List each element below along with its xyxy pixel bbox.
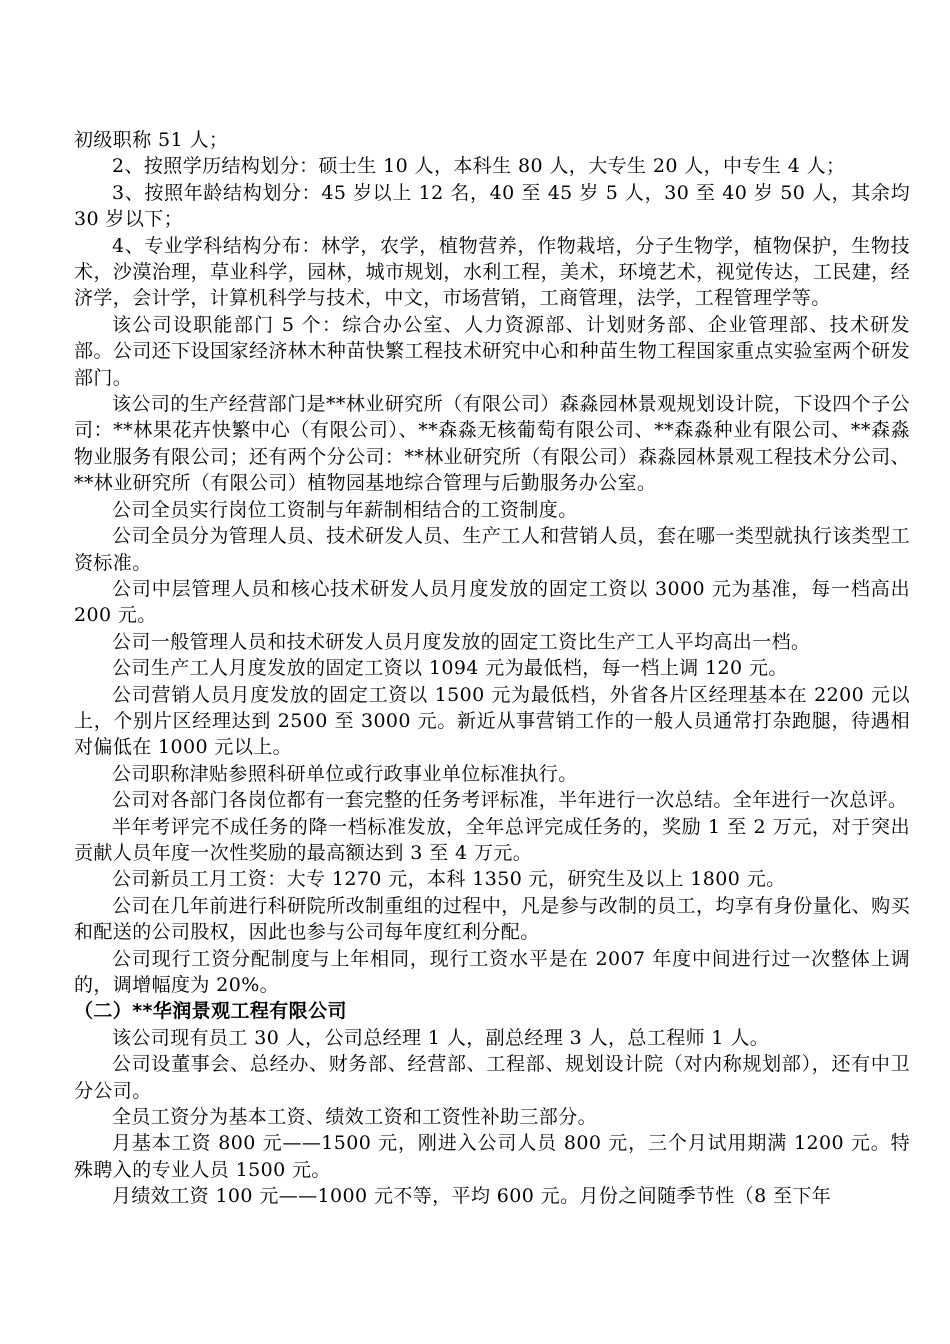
paragraph: 公司全员分为管理人员、技术研发人员、生产工人和营销人员，套在哪一类型就执行该类型工资标准。 [74, 525, 910, 574]
paragraph: 4、专业学科结构分布：林学，农学，植物营养，作物栽培，分子生物学，植物保护，生物技术，沙漠治理，草业科学，园林，城市规划，水利工程，美术，环境艺术，视觉传达，工民建，经济学，会计学，计算机科学与技术，中文，市场营销，工商管理，法学，工程管理学等。 [74, 234, 910, 310]
paragraph: 3、按照年龄结构划分：45 岁以上 12 名，40 至 45 岁 5 人，30 至 40 岁 50 人，其余均 30 岁以下； [74, 181, 910, 231]
paragraph: 初级职称 51 人； [74, 129, 229, 151]
paragraph: 公司对各部门各岗位都有一套完整的任务考评标准，半年进行一次总结。全年进行一次总评。 [112, 789, 908, 812]
paragraph: 2、按照学历结构划分：硕士生 10 人，本科生 80 人，大专生 20 人，中专生 4 人； [112, 155, 846, 178]
paragraph: 公司现行工资分配制度与上年相同，现行工资水平是在 2007 年度中间进行过一次整体上调的，调增幅度为 20%。 [74, 947, 910, 996]
paragraph: 公司新员工月工资：大专 1270 元，本科 1350 元，研究生及以上 1800 元。 [112, 868, 786, 891]
paragraph: 公司生产工人月度发放的固定工资以 1094 元为最低档，每一档上调 120 元。 [112, 657, 788, 680]
paragraph: 全员工资分为基本工资、绩效工资和工资性补助三部分。 [112, 1106, 598, 1129]
paragraph: 公司营销人员月度发放的固定工资以 1500 元为最低档，外省各片区经理基本在 2200 元以上，个别片区经理达到 2500 至 3000 元。新近从事营销工作的一般人员通常打杂跑腿，待遇相对偏低在 1000 元以上。 [74, 683, 910, 759]
paragraph: 公司一般管理人员和技术研发人员月度发放的固定工资比生产工人平均高出一档。 [112, 630, 811, 653]
document-page [74, 127, 910, 1210]
section-heading: （二）**华润景观工程有限公司 [74, 1000, 347, 1023]
paragraph: 公司职称津贴参照科研单位或行政事业单位标准执行。 [112, 762, 578, 785]
body-text-part-1 [74, 127, 910, 998]
body-text-part-2 [74, 1025, 910, 1210]
paragraph: 公司中层管理人员和核心技术研发人员月度发放的固定工资以 3000 元为基准，每一档高出 200 元。 [74, 577, 910, 627]
paragraph: 该公司现有员工 30 人，公司总经理 1 人，副总经理 3 人，总工程师 1 人。 [112, 1026, 770, 1049]
paragraph: 月绩效工资 100 元——1000 元不等，平均 600 元。月份之间随季节性（8 至下年 [112, 1185, 832, 1208]
paragraph: 该公司的生产经营部门是**林业研究所（有限公司）森淼园林景观规划设计院，下设四个子公司：**林果花卉快繁中心（有限公司）、**森淼无核葡萄有限公司、**森淼种业有限公司、**森淼物业服务有限公司；还有两个分公司：**林业研究所（有限公司）森淼园林景观工程技术分公司、**林业研究所（有限公司）植物园基地综合管理与后勤服务办公室。 [74, 393, 910, 495]
paragraph: 公司全员实行岗位工资制与年薪制相结合的工资制度。 [112, 498, 578, 521]
paragraph: 公司设董事会、总经办、财务部、经营部、工程部、规划设计院（对内称规划部），还有中卫分公司。 [74, 1053, 910, 1102]
paragraph: 月基本工资 800 元——1500 元，刚进入公司人员 800 元，三个月试用期满 1200 元。特殊聘入的专业人员 1500 元。 [74, 1132, 910, 1181]
paragraph: 该公司设职能部门 5 个：综合办公室、人力资源部、计划财务部、企业管理部、技术研发部。公司还下设国家经济林木种苗快繁工程技术研究中心和种苗生物工程国家重点实验室两个研发部门。 [74, 313, 910, 389]
paragraph: 半年考评完不成任务的降一档标准发放，全年总评完成任务的，奖励 1 至 2 万元，对于突出贡献人员年度一次性奖励的最高额达到 3 至 4 万元。 [74, 815, 910, 864]
paragraph: 公司在几年前进行科研院所改制重组的过程中，凡是参与改制的员工，均享有身份量化、购买和配送的公司股权，因此也参与公司每年度红利分配。 [74, 894, 910, 944]
